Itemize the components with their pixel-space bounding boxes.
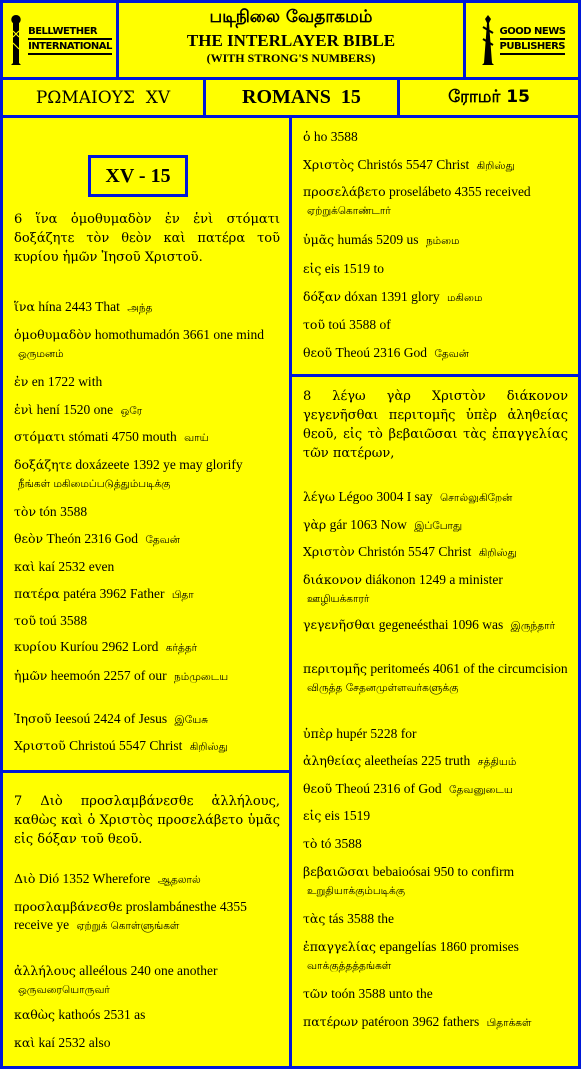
greek-word: προσελάβετο: [303, 184, 386, 199]
book-english-box: [203, 77, 400, 118]
word-entry: [303, 316, 568, 334]
strong-number: 3962: [412, 1014, 440, 1029]
transliteration: Theoú: [335, 345, 371, 360]
transliteration: Dió: [38, 871, 60, 886]
strong-number: 3962: [99, 586, 127, 601]
english-gloss: as: [134, 1007, 146, 1022]
transliteration: en: [31, 374, 45, 389]
english-gloss: ye may glorify: [163, 457, 243, 472]
transliteration: Christós: [357, 157, 403, 172]
english-gloss: Father: [129, 586, 165, 601]
strong-number: 1352: [62, 871, 90, 886]
transliteration: hupér: [336, 726, 367, 741]
word-entry: [14, 898, 280, 935]
word-entry: [14, 373, 280, 391]
title-subtitle: (WITH STRONG'S NUMBERS): [206, 51, 376, 65]
greek-word: λέγω: [303, 489, 336, 504]
bellwether-ram-icon: [7, 13, 25, 67]
greek-word: τὸν: [14, 504, 37, 519]
english-gloss: That: [95, 299, 120, 314]
bellwether-logo-line: BELLWETHER: [28, 25, 112, 40]
word-entry: [14, 667, 280, 686]
english-gloss: Christ: [149, 738, 183, 753]
transliteration: tó: [320, 836, 332, 851]
strong-number: 2532: [58, 559, 86, 574]
transliteration: toú: [328, 317, 346, 332]
word-entry: [303, 985, 568, 1003]
english-gloss: with: [78, 374, 103, 389]
word-entry: [14, 1034, 280, 1052]
greek-word: γεγενῆσθαι: [303, 617, 376, 632]
tamil-gloss: பிதா: [171, 589, 194, 601]
tamil-gloss: சத்தியம்: [477, 756, 517, 768]
greek-word: ἀλλήλους: [14, 963, 76, 978]
tamil-gloss: அந்த: [127, 302, 153, 314]
greek-word: Διὸ: [14, 871, 36, 886]
english-gloss: mouth: [142, 429, 177, 444]
english-gloss: of Jesus: [124, 711, 168, 726]
chapter-label: [88, 155, 188, 197]
transliteration: toú: [39, 613, 57, 628]
transliteration: hení: [36, 402, 60, 417]
transliteration: homothumadón: [94, 327, 180, 342]
word-entry: [14, 870, 280, 889]
english-gloss: Now: [380, 517, 407, 532]
word-entry: [14, 585, 280, 604]
greek-word: γὰρ: [303, 517, 327, 532]
word-entry: [303, 780, 568, 799]
strong-number: 1096: [451, 617, 479, 632]
english-gloss: to confirm: [457, 864, 515, 879]
tamil-gloss: ஏற்றுக் கொள்ளுங்கள்: [76, 920, 180, 932]
word-entry: [303, 543, 568, 562]
strong-number: 5547: [405, 157, 433, 172]
strong-number: 3588: [349, 317, 377, 332]
transliteration: doxázeete: [75, 457, 130, 472]
greek-word: τοῦ: [14, 613, 37, 628]
greek-word: Χριστοῦ: [14, 738, 66, 753]
transliteration: Kuríou: [60, 639, 99, 654]
strong-number: 1519: [343, 808, 371, 823]
greek-word: ἐπαγγελίας: [303, 939, 377, 954]
word-entry: [303, 616, 568, 635]
strong-number: 1249: [418, 572, 446, 587]
word-entry: [303, 156, 568, 175]
strong-number: 2424: [93, 711, 121, 726]
english-gloss: received: [484, 184, 531, 199]
book-tamil-box: [397, 77, 581, 118]
english-gloss: receive ye: [14, 917, 70, 932]
greek-word: ἀληθείας: [303, 753, 362, 768]
greek-word: Χριστὸν: [303, 544, 355, 559]
greek-word: θεοῦ: [303, 781, 333, 796]
english-gloss: Christ: [438, 544, 472, 559]
title-english: THE INTERLAYER BIBLE: [186, 31, 396, 50]
english-gloss: of our: [134, 668, 167, 683]
word-entry: [303, 231, 568, 250]
greek-word: ὑμᾶς: [303, 232, 335, 247]
greek-word: εἰς: [303, 808, 322, 823]
tamil-gloss: நம்முடைய: [174, 671, 229, 683]
tamil-gloss: இப்போது: [414, 520, 463, 532]
word-entry: [303, 516, 568, 535]
english-gloss: of the circumcision: [463, 661, 568, 676]
english-gloss: a minister: [449, 572, 503, 587]
word-entry: [14, 401, 280, 420]
strong-number: 4355: [219, 899, 247, 914]
strong-number: 1391: [380, 289, 408, 304]
strong-number: 5209: [376, 232, 404, 247]
strong-number: 3588: [60, 504, 88, 519]
word-entry: [14, 456, 280, 493]
greek-word: εἰς: [303, 261, 322, 276]
greek-word: Χριστὸς: [303, 157, 355, 172]
english-gloss: fathers: [442, 1014, 480, 1029]
greek-word: διάκονον: [303, 572, 362, 587]
word-entry: [303, 910, 568, 928]
greek-word: καὶ: [14, 1035, 36, 1050]
transliteration: Theoú: [335, 781, 371, 796]
english-gloss: one: [93, 402, 114, 417]
strong-number: 1392: [132, 457, 160, 472]
greek-word: τὸ: [303, 836, 318, 851]
strong-number: 2316: [373, 781, 401, 796]
transliteration: bebaioósai: [372, 864, 431, 879]
greek-word: κυρίου: [14, 639, 57, 654]
strong-number: 3588: [358, 986, 386, 1001]
english-gloss: God: [114, 531, 139, 546]
tamil-gloss: ஊழியக்காரர்: [307, 593, 370, 605]
english-gloss: truth: [444, 753, 471, 768]
word-entry: [303, 807, 568, 825]
english-gloss: to: [373, 261, 385, 276]
strong-number: 2532: [58, 1035, 86, 1050]
word-entry: [14, 737, 280, 756]
tamil-gloss: வாய்: [184, 432, 209, 444]
strong-number: 2531: [103, 1007, 131, 1022]
transliteration: dóxan: [344, 289, 378, 304]
english-gloss: us: [406, 232, 419, 247]
english-gloss: unto the: [388, 986, 433, 1001]
word-entry: [14, 428, 280, 447]
word-entry: [14, 530, 280, 549]
greek-word: περιτομῆς: [303, 661, 367, 676]
word-entry: [14, 710, 280, 729]
strong-number: 1063: [350, 517, 378, 532]
greek-word: θεοῦ: [303, 345, 333, 360]
greek-word: πατέρα: [14, 586, 60, 601]
strong-number: 225: [421, 753, 442, 768]
english-gloss: glory: [411, 289, 440, 304]
greek-word: ὁμοθυμαδὸν: [14, 327, 92, 342]
verse-7-greek-text: 7 Διὸ προσλαμβάνεσθε ἀλλήλους, καθὼς καὶ ὁ Χριστὸς προσελάβετο ὑμᾶς εἰς δόξαν τοῦ θεοῦ.: [14, 794, 280, 847]
strong-number: 5547: [119, 738, 146, 753]
greek-word: ἡμῶν: [14, 668, 48, 683]
book-greek: ΡΩΜΑΙΟΥΣ XV: [35, 87, 171, 108]
strong-number: 1722: [47, 374, 75, 389]
strong-number: 3588: [60, 613, 88, 628]
greek-word: καθὼς: [14, 1007, 55, 1022]
tamil-gloss: ஒருவரையொருவர்: [18, 984, 110, 996]
greek-word: τῶν: [303, 986, 328, 1001]
word-entry: [303, 288, 568, 307]
word-entry: [14, 612, 280, 630]
greek-word: θεὸν: [14, 531, 44, 546]
tamil-gloss: ஒரே: [120, 405, 143, 417]
tamil-gloss: தேவன்: [434, 348, 469, 360]
strong-number: 3004: [376, 489, 404, 504]
title-tamil: படிநிலை வேதாகமம்: [209, 7, 373, 27]
word-entry: [303, 183, 568, 220]
english-gloss: even: [88, 559, 115, 574]
transliteration: heemoón: [50, 668, 101, 683]
transliteration: aleetheías: [364, 753, 418, 768]
strong-number: 3661: [183, 327, 211, 342]
transliteration: patéroon: [361, 1014, 409, 1029]
word-entry: [303, 938, 568, 975]
transliteration: patéra: [63, 586, 97, 601]
word-entry: [303, 1013, 568, 1032]
book-english: ROMANS 15: [242, 86, 361, 108]
transliteration: proslambánesthe: [125, 899, 217, 914]
strong-number: 2316: [373, 345, 401, 360]
greek-word: καὶ: [14, 559, 36, 574]
word-entry: [14, 298, 280, 317]
transliteration: ho: [313, 129, 328, 144]
transliteration: Ieesoú: [55, 711, 91, 726]
transliteration: peritomeés: [370, 661, 430, 676]
word-entry: [303, 260, 568, 278]
english-gloss: Christ: [436, 157, 470, 172]
tamil-gloss: கிறிஸ்து: [478, 547, 517, 559]
word-entry: [303, 571, 568, 608]
english-gloss: Lord: [132, 639, 159, 654]
tamil-gloss: வாக்குத்தத்தங்கள்: [307, 960, 392, 972]
greek-word: ὁ: [303, 129, 311, 144]
tamil-gloss: பிதாக்கள்: [486, 1017, 532, 1029]
transliteration: kaí: [38, 1035, 56, 1050]
verse-8-greek-text: 8 λέγω γὰρ Χριστὸν διάκονον γεγενῆσθαι περιτομῆς ὑπὲρ ἀληθείας θεοῦ, εἰς τὸ βεβαιῶσαι τὰς ἐπαγγελίας τῶν πατέρων,: [303, 389, 568, 461]
english-gloss: Wherefore: [92, 871, 151, 886]
transliteration: proselábeto: [388, 184, 452, 199]
strong-number: 4355: [454, 184, 482, 199]
strong-number: 2316: [84, 531, 112, 546]
english-gloss: also: [88, 1035, 111, 1050]
tamil-gloss: ஒருமனம்: [18, 348, 64, 360]
verse-6-greek-text: 6 ἵνα ὁμοθυμαδὸν ἐν ἑνὶ στόματι δοξάζητε τὸν θεὸν καὶ πατέρα τοῦ κυρίου ἡμῶν Ἰησοῦ Χριστοῦ.: [14, 212, 280, 265]
english-gloss: the: [377, 911, 394, 926]
word-entry: [303, 660, 568, 697]
tamil-gloss: நம்மை: [425, 235, 460, 247]
transliteration: hína: [38, 299, 62, 314]
english-gloss: promises: [470, 939, 519, 954]
greek-word: ἐν: [14, 374, 29, 389]
greek-word: ἵνα: [14, 299, 35, 314]
greek-word: τοῦ: [303, 317, 326, 332]
word-entry: [303, 128, 568, 146]
strong-number: 2443: [64, 299, 92, 314]
book-greek-box: [0, 77, 206, 118]
greek-word: βεβαιῶσαι: [303, 864, 370, 879]
word-entry: [14, 558, 280, 576]
good-news-logo-text: [500, 25, 566, 55]
english-gloss: of God: [403, 781, 442, 796]
title-box: [116, 0, 466, 80]
tamil-gloss: கர்த்தர்: [165, 642, 198, 654]
word-entry: [14, 1006, 280, 1024]
word-entry: [303, 752, 568, 771]
word-entry: [14, 638, 280, 657]
word-entry: [303, 725, 568, 743]
word-entry: [14, 962, 280, 999]
strong-number: 4750: [111, 429, 139, 444]
transliteration: epangelías: [379, 939, 437, 954]
good-news-logo-line: PUBLISHERS: [500, 40, 566, 55]
strong-number: 1860: [439, 939, 467, 954]
transliteration: Christoú: [69, 738, 116, 753]
transliteration: Légoo: [338, 489, 373, 504]
tamil-gloss: சொல்லுகிறேன்: [439, 492, 513, 504]
book-tamil: ரோமர் 15: [448, 86, 530, 107]
tamil-gloss: தேவனுடைய: [449, 784, 513, 796]
bellwether-logo-text: [28, 25, 112, 55]
greek-word: δοξάζητε: [14, 457, 73, 472]
greek-word: πατέρων: [303, 1014, 359, 1029]
bellwether-logo-line: INTERNATIONAL: [28, 40, 112, 55]
english-gloss: one mind: [213, 327, 265, 342]
greek-word: προσλαμβάνεσθε: [14, 899, 123, 914]
transliteration: humás: [337, 232, 373, 247]
good-news-figure-icon: [479, 13, 497, 67]
tamil-gloss: கிறிஸ்து: [476, 160, 515, 172]
strong-number: 240: [130, 963, 151, 978]
english-gloss: one another: [154, 963, 218, 978]
word-entry: [303, 488, 568, 507]
english-gloss: God: [403, 345, 428, 360]
transliteration: tón: [39, 504, 57, 519]
tamil-gloss: இயேசு: [174, 714, 209, 726]
tamil-gloss: விருத்த சேதனமுள்ளவர்களுக்கு: [307, 682, 459, 694]
transliteration: Christón: [358, 544, 405, 559]
strong-number: 1519: [343, 261, 371, 276]
transliteration: kaí: [38, 559, 56, 574]
good-news-logo-line: GOOD NEWS: [500, 25, 566, 40]
transliteration: kathoós: [58, 1007, 101, 1022]
english-gloss: was: [482, 617, 504, 632]
good-news-logo-box: [463, 0, 581, 80]
transliteration: eis: [324, 261, 340, 276]
transliteration: alleélous: [79, 963, 128, 978]
transliteration: tás: [328, 911, 344, 926]
english-gloss: for: [400, 726, 417, 741]
tamil-gloss: நீங்கள் மகிமைப்படுத்தும்படிக்கு: [18, 478, 171, 490]
greek-word: τὰς: [303, 911, 326, 926]
strong-number: 2257: [103, 668, 131, 683]
greek-word: στόματι: [14, 429, 66, 444]
word-entry: [303, 835, 568, 853]
word-entry: [14, 503, 280, 521]
tamil-gloss: தேவன்: [145, 534, 180, 546]
strong-number: 4061: [432, 661, 460, 676]
strong-number: 5547: [408, 544, 435, 559]
strong-number: 3588: [334, 836, 362, 851]
strong-number: 950: [433, 864, 455, 879]
word-entry: [303, 863, 568, 900]
tamil-gloss: ஏற்றுக்கொண்டார்: [307, 205, 391, 217]
transliteration: gegeneésthai: [378, 617, 449, 632]
transliteration: toón: [331, 986, 356, 1001]
greek-word: δόξαν: [303, 289, 341, 304]
strong-number: 3588: [347, 911, 375, 926]
tamil-gloss: உறுதியாக்கும்படிக்கு: [307, 885, 405, 897]
strong-number: 2962: [101, 639, 129, 654]
tamil-gloss: ஆதலால்: [157, 874, 201, 886]
strong-number: 3588: [330, 129, 358, 144]
strong-number: 1520: [63, 402, 91, 417]
bellwether-logo-box: [0, 0, 119, 80]
english-gloss: of: [379, 317, 391, 332]
transliteration: eis: [324, 808, 340, 823]
transliteration: gár: [329, 517, 347, 532]
transliteration: Theón: [46, 531, 82, 546]
greek-word: ὑπὲρ: [303, 726, 333, 741]
word-entry: [303, 344, 568, 363]
english-gloss: I say: [406, 489, 433, 504]
transliteration: stómati: [68, 429, 109, 444]
word-entry: [14, 326, 280, 363]
tamil-gloss: இருந்தார்: [510, 620, 556, 632]
tamil-gloss: மகிமை: [446, 292, 483, 304]
tamil-gloss: கிறிஸ்து: [189, 741, 228, 753]
strong-number: 5228: [370, 726, 398, 741]
greek-word: ἑνὶ: [14, 402, 34, 417]
greek-word: Ἰησοῦ: [14, 711, 52, 726]
transliteration: diákonon: [365, 572, 416, 587]
chapter-label-text: XV - 15: [105, 164, 171, 187]
